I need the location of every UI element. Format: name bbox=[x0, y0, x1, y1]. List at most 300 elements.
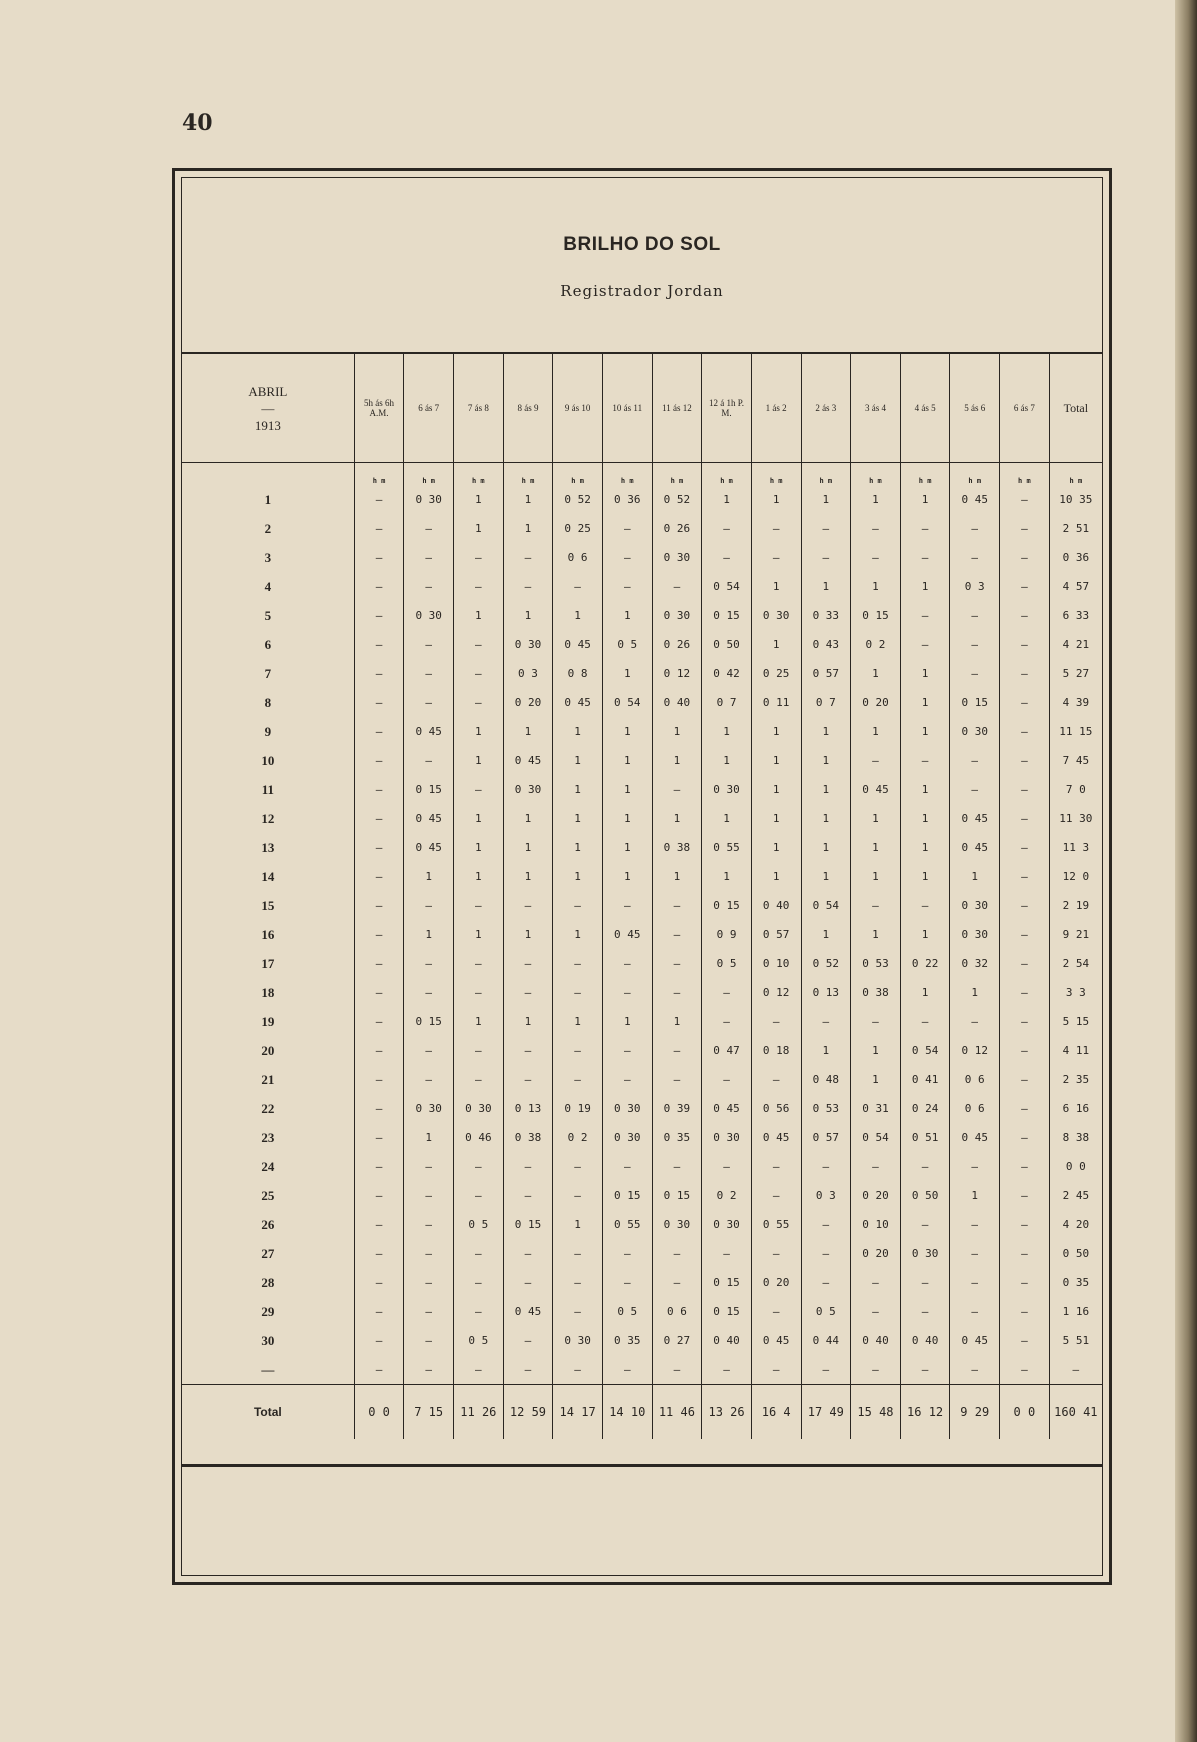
hour-cell: — bbox=[1000, 1326, 1050, 1355]
hour-cell: — bbox=[851, 1152, 901, 1181]
hour-cell: — bbox=[454, 1036, 504, 1065]
hour-cell: — bbox=[404, 978, 454, 1007]
hour-cell: 0 15 bbox=[702, 1297, 752, 1326]
hour-cell: — bbox=[702, 1239, 752, 1268]
column-total-cell: 17 49 bbox=[801, 1385, 851, 1440]
hour-cell: 0 40 bbox=[702, 1326, 752, 1355]
hour-cell: — bbox=[1000, 1007, 1050, 1036]
hour-cell: 0 5 bbox=[801, 1297, 851, 1326]
hour-cell: — bbox=[354, 891, 404, 920]
hour-cell: 0 13 bbox=[503, 1094, 553, 1123]
unit-label: h m bbox=[702, 463, 752, 486]
hour-cell: 0 33 bbox=[801, 601, 851, 630]
hour-cell: 0 15 bbox=[851, 601, 901, 630]
day-cell: 18 bbox=[182, 978, 354, 1007]
hour-cell: — bbox=[1000, 1297, 1050, 1326]
hour-cell: 0 45 bbox=[751, 1326, 801, 1355]
table-row bbox=[182, 1210, 1102, 1239]
hour-cell: — bbox=[1000, 572, 1050, 601]
day-cell: 14 bbox=[182, 862, 354, 891]
hour-cell: — bbox=[354, 1326, 404, 1355]
separator-dash: — bbox=[801, 1355, 851, 1385]
hour-cell: 0 52 bbox=[553, 485, 603, 514]
total-row bbox=[182, 1385, 1102, 1440]
hour-cell: 1 bbox=[602, 746, 652, 775]
hour-cell: — bbox=[900, 543, 950, 572]
hour-cell: — bbox=[354, 514, 404, 543]
column-header: 3 ás 4 bbox=[851, 354, 901, 463]
separator-dash: — bbox=[503, 1355, 553, 1385]
hour-cell: 1 bbox=[851, 1036, 901, 1065]
hour-cell: 0 48 bbox=[801, 1065, 851, 1094]
hour-cell: — bbox=[851, 1007, 901, 1036]
hour-cell: 1 bbox=[553, 601, 603, 630]
hour-cell: — bbox=[702, 543, 752, 572]
hour-cell: 0 55 bbox=[702, 833, 752, 862]
hour-cell: — bbox=[354, 485, 404, 514]
hour-cell: 0 26 bbox=[652, 630, 702, 659]
separator-row bbox=[182, 1355, 1102, 1385]
hour-cell: 0 18 bbox=[751, 1036, 801, 1065]
day-total-cell: 6 33 bbox=[1062, 609, 1090, 622]
hour-cell: — bbox=[404, 659, 454, 688]
hour-cell: — bbox=[553, 891, 603, 920]
hour-cell: — bbox=[553, 1036, 603, 1065]
hour-cell: 0 7 bbox=[801, 688, 851, 717]
hour-cell: 1 bbox=[553, 1210, 603, 1239]
hour-cell: — bbox=[950, 1268, 1000, 1297]
day-cell: 2 bbox=[182, 514, 354, 543]
hour-cell: — bbox=[354, 543, 404, 572]
hour-cell: — bbox=[900, 630, 950, 659]
day-total-cell: 7 0 bbox=[1065, 783, 1086, 796]
hour-cell: 1 bbox=[454, 804, 504, 833]
hour-cell: 0 30 bbox=[900, 1239, 950, 1268]
hour-cell: — bbox=[851, 543, 901, 572]
day-cell: 27 bbox=[182, 1239, 354, 1268]
column-header: 8 ás 9 bbox=[503, 354, 553, 463]
hour-cell: — bbox=[1000, 1094, 1050, 1123]
hour-cell: 0 38 bbox=[851, 978, 901, 1007]
table-row bbox=[182, 891, 1102, 920]
hour-cell: — bbox=[404, 949, 454, 978]
separator-dash: — bbox=[950, 1355, 1000, 1385]
day-total-cell: 12 0 bbox=[1062, 870, 1090, 883]
column-total-cell: 11 46 bbox=[652, 1385, 702, 1440]
hour-cell: — bbox=[950, 1152, 1000, 1181]
hour-cell: — bbox=[404, 630, 454, 659]
separator-dash: — bbox=[851, 1355, 901, 1385]
day-total-cell: 11 30 bbox=[1059, 812, 1093, 825]
day-cell: 10 bbox=[182, 746, 354, 775]
day-total-cell: 2 51 bbox=[1062, 522, 1090, 535]
hour-cell: — bbox=[751, 1297, 801, 1326]
hour-cell: 0 57 bbox=[751, 920, 801, 949]
hour-cell: — bbox=[553, 1297, 603, 1326]
hour-cell: — bbox=[602, 949, 652, 978]
hour-cell: 0 2 bbox=[553, 1123, 603, 1152]
hour-cell: 1 bbox=[801, 717, 851, 746]
hour-cell: 1 bbox=[900, 833, 950, 862]
hour-cell: 0 30 bbox=[553, 1326, 603, 1355]
hour-cell: 0 45 bbox=[553, 688, 603, 717]
hour-cell: 0 10 bbox=[851, 1210, 901, 1239]
hour-cell: 0 45 bbox=[503, 746, 553, 775]
hour-cell: — bbox=[602, 1036, 652, 1065]
hour-cell: 0 54 bbox=[900, 1036, 950, 1065]
hour-cell: 0 15 bbox=[404, 775, 454, 804]
day-total-cell: 0 50 bbox=[1062, 1247, 1090, 1260]
day-total-cell: 2 19 bbox=[1062, 899, 1090, 912]
day-cell: 12 bbox=[182, 804, 354, 833]
hour-cell: — bbox=[404, 688, 454, 717]
hour-cell: — bbox=[900, 1007, 950, 1036]
column-header: 1 ás 2 bbox=[751, 354, 801, 463]
hour-cell: 0 45 bbox=[950, 485, 1000, 514]
separator-dash: — bbox=[1000, 1355, 1050, 1385]
hour-cell: 1 bbox=[801, 1036, 851, 1065]
hour-cell: 1 bbox=[702, 804, 752, 833]
unit-label: h m bbox=[900, 463, 950, 486]
hour-cell: 1 bbox=[851, 572, 901, 601]
hour-cell: — bbox=[1000, 746, 1050, 775]
hour-cell: 0 24 bbox=[900, 1094, 950, 1123]
hour-cell: 1 bbox=[900, 862, 950, 891]
hour-cell: — bbox=[454, 1239, 504, 1268]
table-row bbox=[182, 1007, 1102, 1036]
table-row bbox=[182, 1239, 1102, 1268]
hour-cell: 1 bbox=[801, 775, 851, 804]
day-cell: 28 bbox=[182, 1268, 354, 1297]
hour-cell: 0 30 bbox=[454, 1094, 504, 1123]
day-cell: 19 bbox=[182, 1007, 354, 1036]
hour-cell: — bbox=[851, 746, 901, 775]
hour-cell: — bbox=[553, 978, 603, 1007]
separator-dash: — bbox=[751, 1355, 801, 1385]
hour-cell: 0 30 bbox=[404, 601, 454, 630]
hour-cell: — bbox=[602, 891, 652, 920]
hour-cell: — bbox=[801, 543, 851, 572]
hour-cell: — bbox=[454, 1297, 504, 1326]
hour-cell: — bbox=[1000, 891, 1050, 920]
hour-cell: — bbox=[553, 1268, 603, 1297]
day-total-cell: 0 36 bbox=[1062, 551, 1090, 564]
table-row bbox=[182, 630, 1102, 659]
hour-cell: 0 52 bbox=[652, 485, 702, 514]
hour-cell: 1 bbox=[702, 862, 752, 891]
hour-cell: — bbox=[851, 1268, 901, 1297]
hour-cell: 0 30 bbox=[950, 717, 1000, 746]
hour-cell: 0 19 bbox=[553, 1094, 603, 1123]
hour-cell: 0 45 bbox=[702, 1094, 752, 1123]
hour-cell: 0 20 bbox=[851, 1239, 901, 1268]
hour-cell: — bbox=[950, 543, 1000, 572]
hour-cell: — bbox=[354, 949, 404, 978]
hour-cell: 0 45 bbox=[404, 833, 454, 862]
hour-cell: 1 bbox=[751, 804, 801, 833]
table-row bbox=[182, 688, 1102, 717]
hour-cell: — bbox=[1000, 514, 1050, 543]
hour-cell: — bbox=[404, 1036, 454, 1065]
day-cell: 15 bbox=[182, 891, 354, 920]
hour-cell: 0 6 bbox=[652, 1297, 702, 1326]
hour-cell: 1 bbox=[652, 804, 702, 833]
hour-cell: — bbox=[801, 1268, 851, 1297]
hour-cell: 0 25 bbox=[553, 514, 603, 543]
day-cell: 8 bbox=[182, 688, 354, 717]
hour-cell: — bbox=[1000, 485, 1050, 514]
hour-cell: 0 40 bbox=[851, 1326, 901, 1355]
column-header: 5h ás 6h A.M. bbox=[354, 354, 404, 463]
hour-cell: — bbox=[404, 1239, 454, 1268]
hour-cell: — bbox=[751, 514, 801, 543]
hour-cell: — bbox=[354, 1152, 404, 1181]
hour-cell: 1 bbox=[950, 1181, 1000, 1210]
hour-cell: 0 40 bbox=[652, 688, 702, 717]
hour-cell: — bbox=[652, 1152, 702, 1181]
hour-cell: 0 2 bbox=[702, 1181, 752, 1210]
sunshine-table bbox=[182, 354, 1102, 1439]
column-header: 9 ás 10 bbox=[553, 354, 603, 463]
hour-cell: 1 bbox=[900, 978, 950, 1007]
hour-cell: — bbox=[602, 978, 652, 1007]
hour-cell: — bbox=[354, 920, 404, 949]
hour-cell: — bbox=[354, 833, 404, 862]
hour-cell: 1 bbox=[553, 804, 603, 833]
hour-cell: — bbox=[1000, 1036, 1050, 1065]
hour-cell: — bbox=[553, 949, 603, 978]
hour-cell: 1 bbox=[602, 862, 652, 891]
hour-cell: 1 bbox=[751, 485, 801, 514]
hour-cell: — bbox=[354, 1007, 404, 1036]
hour-cell: — bbox=[801, 1152, 851, 1181]
column-header: 4 ás 5 bbox=[900, 354, 950, 463]
hour-cell: 0 25 bbox=[751, 659, 801, 688]
separator-dash: — bbox=[404, 1355, 454, 1385]
hour-cell: 0 3 bbox=[503, 659, 553, 688]
day-cell: 25 bbox=[182, 1181, 354, 1210]
hour-cell: 1 bbox=[801, 804, 851, 833]
hour-cell: 1 bbox=[900, 659, 950, 688]
hour-cell: 1 bbox=[851, 659, 901, 688]
hour-cell: 1 bbox=[652, 862, 702, 891]
day-cell: 6 bbox=[182, 630, 354, 659]
hour-cell: — bbox=[454, 978, 504, 1007]
separator-dash: — bbox=[652, 1355, 702, 1385]
column-total-cell: 16 4 bbox=[751, 1385, 801, 1440]
day-cell: 17 bbox=[182, 949, 354, 978]
hour-cell: 1 bbox=[851, 920, 901, 949]
hour-cell: 0 30 bbox=[602, 1123, 652, 1152]
hour-cell: 0 30 bbox=[404, 1094, 454, 1123]
day-total-cell: 11 15 bbox=[1059, 725, 1093, 738]
hour-cell: — bbox=[354, 804, 404, 833]
hour-cell: — bbox=[801, 1007, 851, 1036]
hour-cell: — bbox=[454, 1065, 504, 1094]
hour-cell: — bbox=[751, 1181, 801, 1210]
hour-cell: 1 bbox=[900, 804, 950, 833]
hour-cell: — bbox=[454, 949, 504, 978]
hour-cell: — bbox=[354, 630, 404, 659]
hour-cell: — bbox=[1000, 1123, 1050, 1152]
total-column-header: Total bbox=[1049, 354, 1102, 463]
column-total-cell: 0 0 bbox=[1000, 1385, 1050, 1440]
hour-cell: — bbox=[404, 1297, 454, 1326]
column-header: 6 ás 7 bbox=[404, 354, 454, 463]
hour-cell: — bbox=[801, 1239, 851, 1268]
column-header: 12 á 1h P. M. bbox=[702, 354, 752, 463]
month-label: ABRIL bbox=[248, 383, 288, 399]
hour-cell: — bbox=[751, 1065, 801, 1094]
hour-cell: 1 bbox=[751, 717, 801, 746]
table-row bbox=[182, 717, 1102, 746]
day-cell: 11 bbox=[182, 775, 354, 804]
hour-cell: — bbox=[404, 1268, 454, 1297]
hour-cell: — bbox=[1000, 1268, 1050, 1297]
hour-cell: 0 50 bbox=[900, 1181, 950, 1210]
hour-cell: — bbox=[503, 543, 553, 572]
hour-cell: — bbox=[354, 1094, 404, 1123]
hour-cell: 0 45 bbox=[602, 920, 652, 949]
page-number: 40 bbox=[182, 110, 213, 136]
hour-cell: — bbox=[1000, 688, 1050, 717]
hour-cell: 0 3 bbox=[801, 1181, 851, 1210]
hour-cell: — bbox=[454, 572, 504, 601]
hour-cell: — bbox=[404, 514, 454, 543]
column-header: 11 ás 12 bbox=[652, 354, 702, 463]
hour-cell: 1 bbox=[851, 862, 901, 891]
hour-cell: 0 13 bbox=[801, 978, 851, 1007]
day-total-cell: 4 39 bbox=[1062, 696, 1090, 709]
hour-cell: — bbox=[900, 891, 950, 920]
hour-cell: 1 bbox=[751, 572, 801, 601]
day-cell: 7 bbox=[182, 659, 354, 688]
hour-cell: 0 30 bbox=[702, 775, 752, 804]
hour-cell: 0 15 bbox=[503, 1210, 553, 1239]
day-total-cell: 2 54 bbox=[1062, 957, 1090, 970]
hour-cell: 0 30 bbox=[652, 543, 702, 572]
hour-cell: 0 22 bbox=[900, 949, 950, 978]
hour-cell: — bbox=[404, 746, 454, 775]
hour-cell: — bbox=[851, 514, 901, 543]
hour-cell: — bbox=[652, 1036, 702, 1065]
hour-cell: — bbox=[1000, 601, 1050, 630]
hour-cell: 1 bbox=[801, 572, 851, 601]
column-header: 6 ás 7 bbox=[1000, 354, 1050, 463]
hour-cell: — bbox=[900, 746, 950, 775]
hour-cell: 1 bbox=[751, 630, 801, 659]
hour-cell: 1 bbox=[404, 1123, 454, 1152]
hour-cell: 1 bbox=[454, 920, 504, 949]
day-total-cell: 11 3 bbox=[1062, 841, 1090, 854]
hour-cell: 0 56 bbox=[751, 1094, 801, 1123]
table-row bbox=[182, 572, 1102, 601]
unit-label: h m bbox=[602, 463, 652, 486]
hour-cell: 1 bbox=[652, 1007, 702, 1036]
hour-cell: — bbox=[404, 1326, 454, 1355]
hour-cell: — bbox=[354, 1181, 404, 1210]
table-row bbox=[182, 804, 1102, 833]
hour-cell: 1 bbox=[503, 514, 553, 543]
column-total-cell: 11 26 bbox=[454, 1385, 504, 1440]
day-total-cell: 4 11 bbox=[1062, 1044, 1090, 1057]
hour-cell: — bbox=[751, 1239, 801, 1268]
hour-cell: 0 10 bbox=[751, 949, 801, 978]
hour-cell: — bbox=[602, 572, 652, 601]
hour-cell: 0 5 bbox=[454, 1210, 504, 1239]
hour-cell: 1 bbox=[602, 775, 652, 804]
hour-cell: — bbox=[900, 1297, 950, 1326]
sunshine-table-wrap bbox=[182, 352, 1102, 1467]
hour-cell: 0 30 bbox=[652, 1210, 702, 1239]
day-cell: 30 bbox=[182, 1326, 354, 1355]
hour-cell: — bbox=[950, 659, 1000, 688]
hour-cell: — bbox=[454, 688, 504, 717]
separator-dash: — bbox=[354, 1355, 404, 1385]
hour-cell: — bbox=[454, 1152, 504, 1181]
hour-cell: — bbox=[553, 1239, 603, 1268]
day-cell: 1 bbox=[182, 485, 354, 514]
hour-cell: 0 27 bbox=[652, 1326, 702, 1355]
grand-total-cell: 160 41 bbox=[1049, 1385, 1102, 1440]
separator-dash: — bbox=[602, 1355, 652, 1385]
hour-cell: 1 bbox=[950, 978, 1000, 1007]
table-row bbox=[182, 746, 1102, 775]
table-row bbox=[182, 1065, 1102, 1094]
hour-cell: 0 15 bbox=[702, 601, 752, 630]
hour-cell: 0 20 bbox=[751, 1268, 801, 1297]
unit-label: h m bbox=[801, 463, 851, 486]
column-total-cell: 12 59 bbox=[503, 1385, 553, 1440]
hour-cell: 0 42 bbox=[702, 659, 752, 688]
hour-cell: 0 45 bbox=[950, 1326, 1000, 1355]
hour-cell: 1 bbox=[454, 601, 504, 630]
hour-cell: 0 51 bbox=[900, 1123, 950, 1152]
hour-cell: 0 54 bbox=[702, 572, 752, 601]
hour-cell: 0 38 bbox=[503, 1123, 553, 1152]
unit-label: h m bbox=[1069, 477, 1083, 485]
day-cell: 9 bbox=[182, 717, 354, 746]
hour-cell: — bbox=[1000, 659, 1050, 688]
day-cell: 16 bbox=[182, 920, 354, 949]
hour-cell: 0 43 bbox=[801, 630, 851, 659]
hour-cell: 0 32 bbox=[950, 949, 1000, 978]
hour-cell: 0 5 bbox=[702, 949, 752, 978]
hour-cell: 0 15 bbox=[950, 688, 1000, 717]
table-row bbox=[182, 1152, 1102, 1181]
hour-cell: 0 30 bbox=[950, 920, 1000, 949]
hour-cell: 0 40 bbox=[751, 891, 801, 920]
hour-cell: 0 6 bbox=[553, 543, 603, 572]
hour-cell: — bbox=[553, 572, 603, 601]
table-row bbox=[182, 775, 1102, 804]
day-total-cell: 9 21 bbox=[1062, 928, 1090, 941]
blank-bottom-area bbox=[182, 1464, 1102, 1575]
table-row bbox=[182, 833, 1102, 862]
hour-cell: 1 bbox=[404, 862, 454, 891]
day-cell: 4 bbox=[182, 572, 354, 601]
hour-cell: — bbox=[602, 1065, 652, 1094]
hour-cell: 0 45 bbox=[950, 804, 1000, 833]
day-total-cell: 7 45 bbox=[1062, 754, 1090, 767]
day-total-cell: 3 3 bbox=[1065, 986, 1086, 999]
hour-cell: 1 bbox=[851, 804, 901, 833]
table-row bbox=[182, 543, 1102, 572]
hour-cell: 0 57 bbox=[801, 659, 851, 688]
day-total-cell: 5 51 bbox=[1062, 1334, 1090, 1347]
hour-cell: — bbox=[354, 1065, 404, 1094]
hour-cell: — bbox=[801, 514, 851, 543]
